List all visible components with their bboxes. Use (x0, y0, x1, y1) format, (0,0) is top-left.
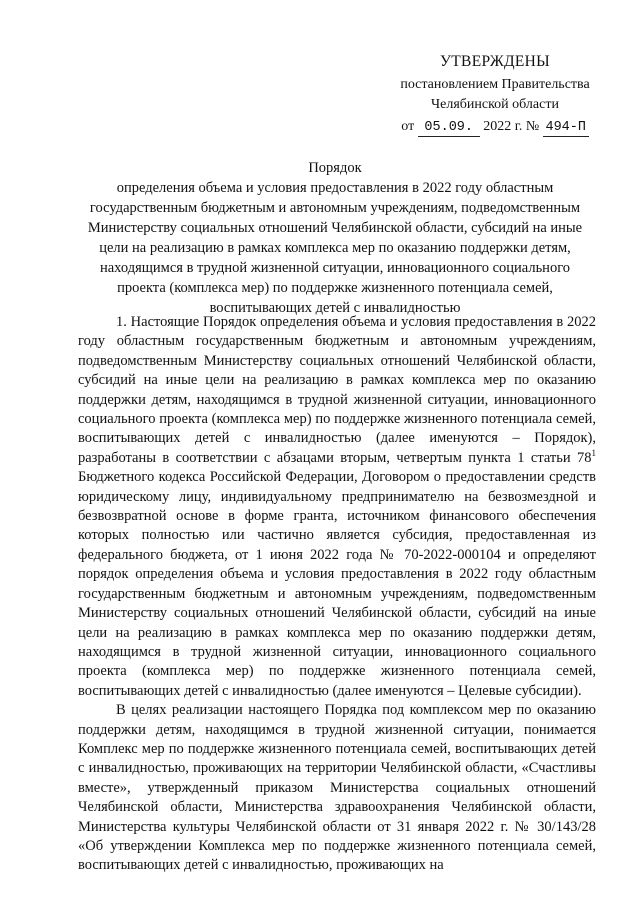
approval-year: 2022 г. № (483, 119, 540, 134)
paragraph-1-part-b: Бюджетного кодекса Российской Федерации, Договором о предоставлении средств юридическому лицу, индивидуальному предпринимателю на безвозмездной и безвозвратной основе в форме гранта, источником финансового обеспечения которых полностью или частично является субсидия, предоставленная из федерального бюджета, от 1 июня 2022 года № 70-2022-000104 и определяют порядок определения объема и условия предоставления в 2022 году областным государственным бюджетным и автономным учреждениям, подведомственным Министерству социальных отношений Челябинской области, субсидий на иные цели на реализацию в рамках комплекса мер по оказанию поддержки детям, находящимся в трудной жизненной ситуации, инновационного социального проекта (комплекса мер) по поддержке жизненного потенциала семей, воспитывающих детей с инвалидностью (далее именуются – Целевые субсидии). (78, 469, 596, 699)
article-superscript: 1 (591, 448, 596, 459)
document-body (78, 313, 596, 876)
approval-number: 494-П (543, 119, 589, 137)
approval-line-2: Челябинской области (431, 97, 559, 112)
approval-stamp (380, 52, 610, 137)
title-subtitle: определения объема и условия предоставления в 2022 году областным государственным бюджетным и автономным учреждениям, подведомственным Министерству социальных отношений Челябинской области, субсидий на иные цели на реализацию в рамках комплекса мер по оказанию поддержки детям, находящимся в трудной жизненной ситуации, инновационного социального проекта (комплекса мер) по поддержке жизненного потенциала семей, воспитывающих детей с инвалидностью (87, 180, 583, 316)
paragraph-1 (78, 313, 596, 701)
approval-date-line (380, 117, 610, 137)
date-prefix: от (401, 119, 415, 134)
paragraph-1-part-a: 1. Настоящие Порядок определения объема и условия предоставления в 2022 году областным государственным бюджетным и автономным учреждениям, подведомственным Министерству социальных отношений Челябинской области, субсидий на иные цели на реализацию в рамках комплекса мер по оказанию поддержки детям, находящимся в трудной жизненной ситуации, инновационного социального проекта (комплекса мер) по поддержке жизненного потенциала семей, воспитывающих детей с инвалидностью (далее именуются – Порядок), разработаны в соответствии с абзацами вторым, четвертым пункта 1 статьи 78 (78, 314, 596, 466)
approval-heading: УТВЕРЖДЕНЫ (440, 53, 550, 70)
title-heading: Порядок (308, 160, 362, 176)
approval-date: 05.09. (418, 119, 480, 137)
approval-line-1: постановлением Правительства (400, 77, 590, 92)
paragraph-2: В целях реализации настоящего Порядка под комплексом мер по оказанию поддержки детям, находящимся в трудной жизненной ситуации, понимается Комплекс мер по поддержке жизненного потенциала семей, воспитывающих детей с инвалидностью, проживающих на территории Челябинской области, «Счастливы вместе», утвержденный приказом Министерства социальных отношений Челябинской области, Министерства здравоохранения Челябинской области, Министерства культуры Челябинской области от 31 января 2022 г. № 30/143/28 «Об утверждении Комплекса мер по поддержке жизненного потенциала семей, воспитывающих детей с инвалидностью, проживающих на (78, 702, 596, 874)
document-title (74, 158, 596, 318)
